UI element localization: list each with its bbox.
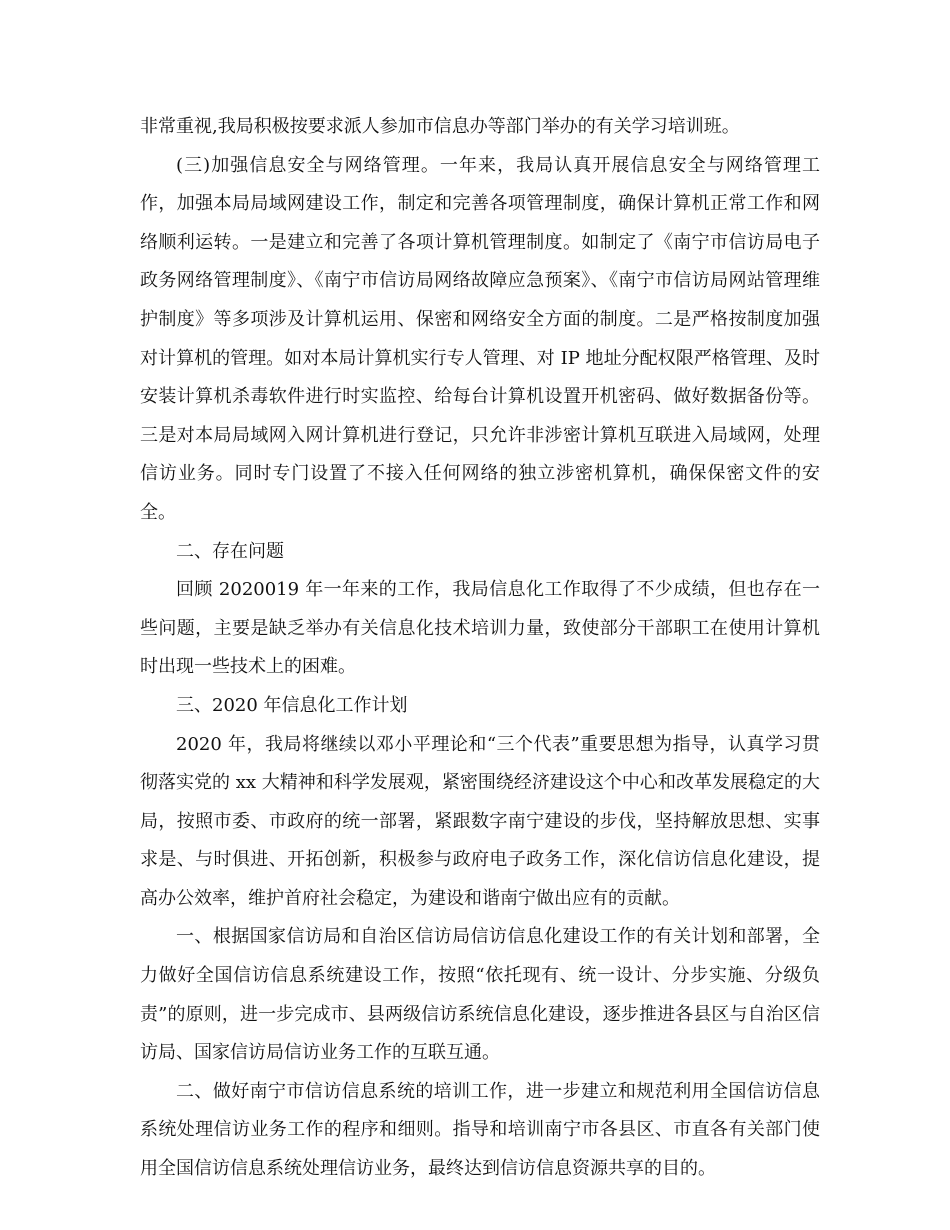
section-heading-plan: 三、2020 年信息化工作计划: [176, 694, 408, 716]
section-heading-problems: 二、存在问题: [176, 540, 284, 562]
paragraph-continuation: 非常重视,我局积极按要求派人参加市信息办等部门举办的有关学习培训班。: [140, 116, 740, 137]
paragraph-problems: 回顾 2020019 年一年来的工作，我局信息化工作取得了不少成绩，但也存在一些问题，主要是缺乏举办有关信息化技术培训力量，致使部分干部职工在使用计算机时出现一些技术上的困难。: [140, 579, 820, 678]
document-body: [140, 108, 820, 1189]
paragraph-plan-item-1: 一、根据国家信访局和自治区信访局信访信息化建设工作的有关计划和部署，全力做好全国信访信息系统建设工作，按照“依托现有、统一设计、分步实施、分级负责”的原则，进一步完成市、县两级信访系统信息化建设，逐步推进各县区与自治区信访局、国家信访局信访业务工作的互联互通。: [140, 926, 820, 1064]
paragraph-plan-overview: 2020 年，我局将继续以邓小平理论和“三个代表”重要思想为指导，认真学习贯彻落实党的 xx 大精神和科学发展观，紧密围绕经济建设这个中心和改革发展稳定的大局，按照市委、市政府的统一部署，紧跟数字南宁建设的步伐，坚持解放思想、实事求是、与时俱进、开拓创新，积极参与政府电子政务工作，深化信访信息化建设，提高办公效率，维护首府社会稳定，为建设和谐南宁做出应有的贡献。: [140, 733, 820, 909]
paragraph-security-management: (三)加强信息安全与网络管理。一年来，我局认真开展信息安全与网络管理工作，加强本局局域网建设工作，制定和完善各项管理制度，确保计算机正常工作和网络顺利运转。一是建立和完善了各项计算机管理制度。如制定了《南宁市信访局电子政务网络管理制度》、《南宁市信访局网络故障应急预案》、《南宁市信访局网站管理维护制度》等多项涉及计算机运用、保密和网络安全方面的制度。二是严格按制度加强对计算机的管理。如对本局计算机实行专人管理、对 IP 地址分配权限严格管理、及时安装计算机杀毒软件进行时实监控、给每台计算机设置开机密码、做好数据备份等。三是对本局局域网入网计算机进行登记，只允许非涉密计算机互联进入局域网，处理信访业务。同时专门设置了不接入任何网络的独立涉密机算机，确保保密文件的安全。: [140, 154, 820, 523]
paragraph-plan-item-2: 二、做好南宁市信访信息系统的培训工作，进一步建立和规范利用全国信访信息系统处理信访业务工作的程序和细则。指导和培训南宁市各县区、市直各有关部门使用全国信访信息系统处理信访业务，最终达到信访信息资源共享的目的。: [140, 1080, 820, 1180]
